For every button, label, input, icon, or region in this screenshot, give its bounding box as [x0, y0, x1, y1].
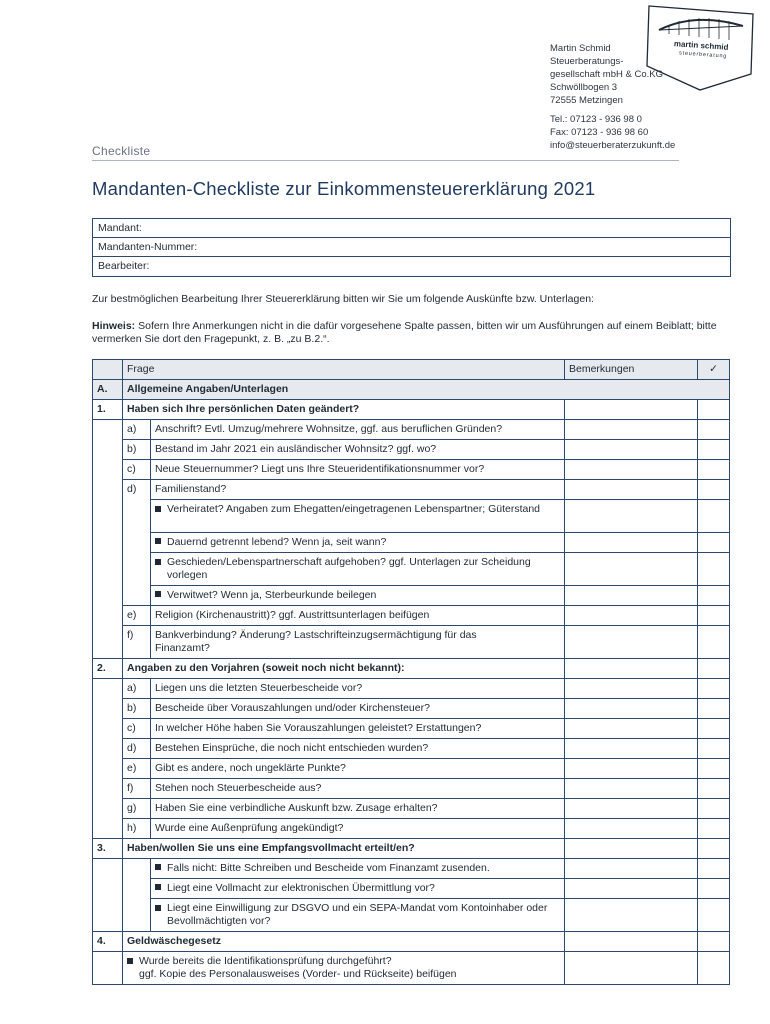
bullet-text: Falls nicht: Bitte Schreiben und Bescheide vom Finanzamt zusenden. — [167, 862, 490, 874]
check-cell[interactable] — [698, 659, 730, 679]
remarks-cell[interactable] — [565, 679, 698, 699]
check-cell[interactable] — [698, 859, 730, 879]
bullet-text: Dauernd getrennt lebend? Wenn ja, seit wann? — [167, 536, 387, 548]
item-text: Religion (Kirchenaustritt)? ggf. Austrittsunterlagen beifügen — [151, 606, 565, 626]
item-letter: g) — [123, 799, 151, 819]
check-cell[interactable] — [698, 952, 730, 985]
table-row — [93, 440, 730, 460]
check-cell[interactable] — [698, 440, 730, 460]
remarks-cell[interactable] — [565, 779, 698, 799]
item-text: Bescheide über Vorauszahlungen und/oder Kirchensteuer? — [151, 699, 565, 719]
hint-text — [92, 320, 729, 346]
column-header-remarks: Bemerkungen — [565, 360, 698, 380]
item-text: Bestand im Jahr 2021 ein ausländischer Wohnsitz? ggf. wo? — [151, 440, 565, 460]
checklist-table — [92, 359, 730, 985]
item-letter: b) — [123, 699, 151, 719]
remarks-cell[interactable] — [565, 699, 698, 719]
bullet-text: Liegt eine Einwilligung zur DSGVO und ein SEPA-Mandat vom Kontoinhaber oder Bevollmächtigten vor? — [167, 902, 548, 927]
check-cell[interactable] — [698, 679, 730, 699]
question-text: Geldwäschegesetz — [123, 932, 565, 952]
column-header-question: Frage — [123, 360, 565, 380]
item-letter: e) — [123, 606, 151, 626]
check-cell[interactable] — [698, 932, 730, 952]
svg-text:steuerberatung: steuerberatung — [678, 50, 728, 60]
company-address — [550, 42, 675, 152]
remarks-cell[interactable] — [565, 533, 698, 553]
svg-text:martin schmid: martin schmid — [673, 39, 729, 52]
bullet-text: Geschieden/Lebenspartnerschaft aufgehoben? ggf. Unterlagen zur Scheidung vorlegen — [167, 556, 531, 581]
question-number: 3. — [93, 839, 123, 859]
table-row — [93, 879, 730, 899]
question-row — [93, 839, 730, 859]
table-row — [93, 679, 730, 699]
bullet-square-icon — [155, 591, 161, 597]
check-cell[interactable] — [698, 400, 730, 420]
item-text: Bankverbindung? Änderung? Lastschrifteinzugsermächtigung für das Finanzamt? — [151, 626, 565, 659]
header-divider — [92, 160, 679, 161]
table-row — [93, 606, 730, 626]
client-info-box — [92, 218, 731, 277]
check-cell[interactable] — [698, 500, 730, 533]
table-row — [93, 460, 730, 480]
page-title: Mandanten-Checkliste zur Einkommensteuererklärung 2021 — [92, 178, 596, 199]
question-text: Haben sich Ihre persönlichen Daten geändert? — [123, 400, 565, 420]
check-cell[interactable] — [698, 586, 730, 606]
table-row — [93, 500, 730, 533]
question-number: 2. — [93, 659, 123, 679]
item-letter: c) — [123, 460, 151, 480]
remarks-cell[interactable] — [565, 440, 698, 460]
intro-text: Zur bestmöglichen Bearbeitung Ihrer Steuererklärung bitten wir Sie um folgende Auskünfte bzw. Unterlagen: — [92, 293, 594, 305]
bullet-square-icon — [155, 884, 161, 890]
table-row — [93, 899, 730, 932]
remarks-cell[interactable] — [565, 719, 698, 739]
client-number-field[interactable]: Mandanten-Nummer: — [93, 238, 730, 257]
remarks-cell[interactable] — [565, 553, 698, 586]
table-row — [93, 533, 730, 553]
table-row — [93, 739, 730, 759]
check-cell[interactable] — [698, 899, 730, 932]
remarks-cell[interactable] — [565, 839, 698, 859]
item-letter: f) — [123, 779, 151, 799]
item-letter: a) — [123, 679, 151, 699]
table-row — [93, 759, 730, 779]
section-row — [93, 380, 730, 400]
item-letter: d) — [123, 480, 151, 606]
check-cell[interactable] — [698, 799, 730, 819]
item-text: Gibt es andere, noch ungeklärte Punkte? — [151, 759, 565, 779]
check-cell[interactable] — [698, 626, 730, 659]
section-title: Allgemeine Angaben/Unterlagen — [123, 380, 730, 400]
hint-body: Sofern Ihre Anmerkungen nicht in die dafür vorgesehene Spalte passen, bitten wir um Ausführungen auf einem Beiblatt; bitte vermerken Sie dort den Fragepunkt, z. B. „zu B.2.“. — [92, 320, 717, 345]
question-row — [93, 932, 730, 952]
phone-number: Tel.: 07123 - 936 98 0 — [550, 114, 642, 125]
table-row — [93, 586, 730, 606]
address-line: Steuerberatungs- — [550, 56, 624, 67]
fax-number: Fax: 07123 - 936 98 60 — [550, 127, 649, 138]
item-letter: f) — [123, 626, 151, 659]
table-row — [93, 952, 730, 985]
table-header-row — [93, 360, 730, 380]
question-text: Angaben zu den Vorjahren (soweit noch nicht bekannt): — [123, 659, 565, 679]
remarks-cell[interactable] — [565, 799, 698, 819]
question-row — [93, 400, 730, 420]
document-type-label: Checkliste — [92, 144, 151, 158]
bullet-text: Liegt eine Vollmacht zur elektronischen Übermittlung vor? — [167, 882, 435, 894]
remarks-cell[interactable] — [565, 480, 698, 500]
check-cell[interactable] — [698, 879, 730, 899]
item-text: Bestehen Einsprüche, die noch nicht entschieden wurden? — [151, 739, 565, 759]
address-line: gesellschaft mbH & Co.KG — [550, 69, 663, 80]
table-row — [93, 480, 730, 500]
email-address: info@steuerberaterzukunft.de — [550, 140, 676, 151]
remarks-cell[interactable] — [565, 899, 698, 932]
remarks-cell[interactable] — [565, 500, 698, 533]
bullet-text: Verwitwet? Wenn ja, Sterbeurkunde beilegen — [167, 589, 377, 601]
client-field[interactable]: Mandant: — [93, 219, 730, 238]
bullet-text: Wurde bereits die Identifikationsprüfung durchgeführt? ggf. Kopie des Personalausweises (Vorder- und Rückseite) beifügen — [139, 955, 457, 980]
check-cell[interactable] — [698, 460, 730, 480]
item-text: In welcher Höhe haben Sie Vorauszahlungen geleistet? Erstattungen? — [151, 719, 565, 739]
item-text: Wurde eine Außenprüfung angekündigt? — [151, 819, 565, 839]
check-cell[interactable] — [698, 719, 730, 739]
table-row — [93, 819, 730, 839]
table-row — [93, 859, 730, 879]
item-text: Haben Sie eine verbindliche Auskunft bzw. Zusage erhalten? — [151, 799, 565, 819]
item-letter: e) — [123, 759, 151, 779]
item-text: Stehen noch Steuerbescheide aus? — [151, 779, 565, 799]
address-line: 72555 Metzingen — [550, 95, 623, 106]
remarks-cell[interactable] — [565, 400, 698, 420]
remarks-cell[interactable] — [565, 606, 698, 626]
check-cell[interactable] — [698, 739, 730, 759]
bullet-square-icon — [155, 905, 161, 911]
item-text: Anschrift? Evtl. Umzug/mehrere Wohnsitze, ggf. aus beruflichen Gründen? — [151, 420, 565, 440]
question-number: 1. — [93, 400, 123, 420]
item-letter: a) — [123, 420, 151, 440]
question-number: 4. — [93, 932, 123, 952]
remarks-cell[interactable] — [565, 879, 698, 899]
remarks-cell[interactable] — [565, 626, 698, 659]
item-text: Neue Steuernummer? Liegt uns Ihre Steueridentifikationsnummer vor? — [151, 460, 565, 480]
address-line: Schwöllbogen 3 — [550, 82, 618, 93]
processor-field[interactable]: Bearbeiter: — [98, 260, 150, 272]
remarks-cell[interactable] — [565, 759, 698, 779]
bullet-square-icon — [127, 958, 133, 964]
remarks-cell[interactable] — [565, 460, 698, 480]
column-header-check: ✓ — [698, 360, 730, 380]
item-letter: d) — [123, 739, 151, 759]
table-row — [93, 779, 730, 799]
item-letter: h) — [123, 819, 151, 839]
bullet-square-icon — [155, 538, 161, 544]
check-cell[interactable] — [698, 759, 730, 779]
address-line: Martin Schmid — [550, 43, 611, 54]
bullet-text: Verheiratet? Angaben zum Ehegatten/eingetragenen Lebenspartner; Güterstand — [167, 503, 541, 515]
item-letter: c) — [123, 719, 151, 739]
check-cell[interactable] — [698, 819, 730, 839]
check-cell[interactable] — [698, 420, 730, 440]
remarks-cell[interactable] — [565, 952, 698, 985]
remarks-cell[interactable] — [565, 420, 698, 440]
remarks-cell[interactable] — [565, 859, 698, 879]
check-cell[interactable] — [698, 839, 730, 859]
section-number: A. — [93, 380, 123, 400]
check-cell[interactable] — [698, 779, 730, 799]
hint-label: Hinweis: — [92, 320, 136, 332]
check-cell[interactable] — [698, 533, 730, 553]
table-row — [93, 420, 730, 440]
bullet-square-icon — [155, 506, 161, 512]
remarks-cell[interactable] — [565, 932, 698, 952]
table-row — [93, 799, 730, 819]
bullet-square-icon — [155, 559, 161, 565]
question-text: Haben/wollen Sie uns eine Empfangsvollmacht erteilt/en? — [123, 839, 565, 859]
item-letter: b) — [123, 440, 151, 460]
bullet-square-icon — [155, 864, 161, 870]
question-row — [93, 659, 730, 679]
item-text: Liegen uns die letzten Steuerbescheide vor? — [151, 679, 565, 699]
remarks-cell[interactable] — [565, 819, 698, 839]
check-cell[interactable] — [698, 699, 730, 719]
table-row — [93, 553, 730, 586]
table-row — [93, 719, 730, 739]
check-cell[interactable] — [698, 606, 730, 626]
check-cell[interactable] — [698, 480, 730, 500]
remarks-cell[interactable] — [565, 659, 698, 679]
remarks-cell[interactable] — [565, 739, 698, 759]
table-row — [93, 699, 730, 719]
table-row — [93, 626, 730, 659]
check-cell[interactable] — [698, 553, 730, 586]
item-text: Familienstand? — [151, 480, 565, 500]
remarks-cell[interactable] — [565, 586, 698, 606]
